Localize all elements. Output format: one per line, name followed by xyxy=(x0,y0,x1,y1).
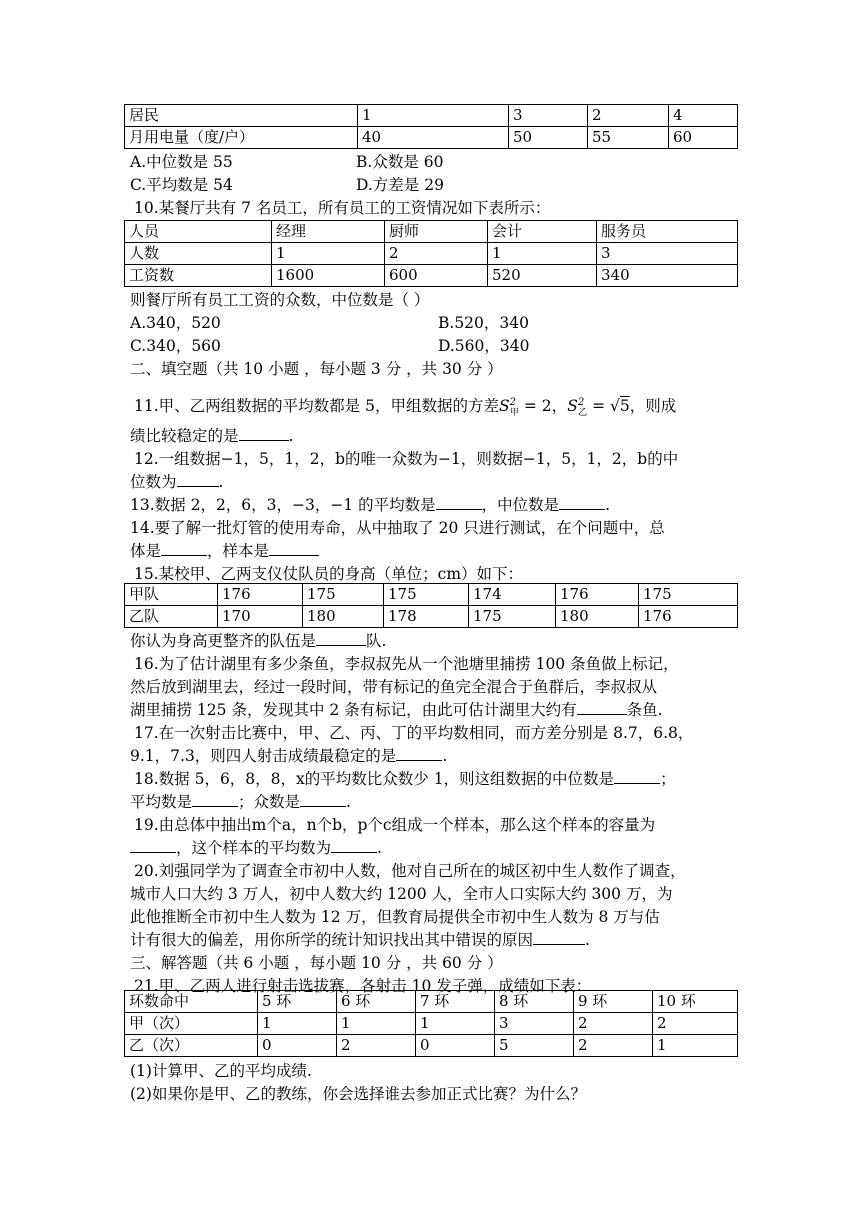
table-cell: 环数命中 xyxy=(125,991,258,1013)
q15-stem: 15.某校甲、乙两支仪仗队员的身高（单位；cm）如下： xyxy=(134,565,524,583)
table-cell: 176 xyxy=(639,606,738,628)
q17-line2 xyxy=(130,745,447,768)
table-cell: 180 xyxy=(556,606,639,628)
table-cell: 600 xyxy=(385,265,488,287)
table-cell: 1 xyxy=(416,1013,495,1035)
q13-text: 13.数据 2，2，6，3，−3，−1 的平均数是 xyxy=(130,496,436,514)
table-cell: 55 xyxy=(588,127,669,149)
q9-option-d: D.方差是 29 xyxy=(356,176,444,194)
q21-stem: 21.甲、乙两人进行射击选拔赛，各射击 10 发子弹，成绩如下表： xyxy=(134,977,592,995)
table-row xyxy=(125,1013,738,1035)
table-cell: 180 xyxy=(303,606,384,628)
q19-text: ，这个样本的平均数为 xyxy=(176,839,332,857)
q21-shooting-table xyxy=(124,990,738,1057)
answer-blank[interactable] xyxy=(533,930,585,945)
answer-blank[interactable] xyxy=(161,541,207,556)
q19-line1: 19.由总体中抽出m个a，n个b，p个c组成一个样本，那么这个样本的容量为 xyxy=(134,816,656,834)
q10-salary-table xyxy=(124,220,738,287)
table-cell: 176 xyxy=(556,584,639,606)
q15-text: 队. xyxy=(366,632,387,650)
q9-option-b: B.众数是 60 xyxy=(356,153,444,171)
table-cell: 3 xyxy=(509,105,588,127)
q13-line xyxy=(130,494,610,517)
q11-text: 11.甲、乙两组数据的平均数都是 5，甲组数据的方差 xyxy=(134,397,499,416)
table-cell: 1 xyxy=(653,1035,738,1057)
q18-line2 xyxy=(130,791,351,814)
table-cell: 2 xyxy=(337,1035,416,1057)
q18-text: 18.数据 5，6，8，8，x的平均数比众数少 1，则这组数据的中位数是 xyxy=(134,770,615,788)
table-cell: 3 xyxy=(495,1013,574,1035)
table-cell: 176 xyxy=(218,584,303,606)
q13-text: ，中位数是 xyxy=(481,496,560,514)
q21-sub1: (1)计算甲、乙的平均成绩. xyxy=(130,1062,312,1080)
table-cell: 175 xyxy=(639,584,738,606)
table-row xyxy=(125,991,738,1013)
table-cell: 5 环 xyxy=(258,991,337,1013)
q10-option-b: B.520，340 xyxy=(438,314,529,332)
q16-text: 湖里捕捞 125 条，发现其中 2 条有标记，由此可估计湖里大约有 xyxy=(130,701,577,719)
table-cell: 2 xyxy=(588,105,669,127)
q21-sub2: (2)如果你是甲、乙的教练，你会选择谁去参加正式比赛？为什么？ xyxy=(130,1085,586,1103)
table-cell: 6 环 xyxy=(337,991,416,1013)
table-cell: 174 xyxy=(469,584,556,606)
q16-line2: 然后放到湖里去，经过一段时间，带有标记的鱼完全混合于鱼群后，李叔叔从 xyxy=(130,678,658,696)
table-row xyxy=(125,105,738,127)
table-cell: 10 环 xyxy=(653,991,738,1013)
q20-line4 xyxy=(130,929,590,952)
table-row xyxy=(125,584,738,606)
table-row xyxy=(125,243,738,265)
q12-line2 xyxy=(130,471,223,494)
q11-line2 xyxy=(130,425,293,448)
table-cell: 月用电量（度/户） xyxy=(125,127,358,149)
q15-height-table xyxy=(124,583,738,628)
q15-text: 你认为身高更整齐的队伍是 xyxy=(130,632,317,650)
table-cell: 340 xyxy=(597,265,738,287)
table-cell: 8 环 xyxy=(495,991,574,1013)
q20-line3: 此他推断全市初中生人数为 12 万，但教育局提供全市初中生人数为 8 万与估 xyxy=(130,908,660,926)
table-cell: 1 xyxy=(258,1013,337,1035)
q15-answer-line xyxy=(130,630,386,653)
table-cell: 5 xyxy=(495,1035,574,1057)
table-cell: 170 xyxy=(218,606,303,628)
table-cell: 40 xyxy=(358,127,509,149)
table-cell: 9 环 xyxy=(574,991,653,1013)
q20-text: 计有很大的偏差，用你所学的统计知识找出其中错误的原因 xyxy=(130,931,534,949)
table-cell: 会计 xyxy=(488,221,597,243)
table-cell: 1 xyxy=(272,243,385,265)
table-cell: 60 xyxy=(669,127,738,149)
answer-blank[interactable] xyxy=(559,495,605,510)
q11-text: ，则成 xyxy=(629,397,677,416)
answer-blank[interactable] xyxy=(316,631,366,646)
table-cell: 0 xyxy=(416,1035,495,1057)
q16-line1: 16.为了估计湖里有多少条鱼，李叔叔先从一个池塘里捕捞 100 条鱼做上标记， xyxy=(134,655,679,673)
section-heading: 二、填空题（共 10 小题 ，每小题 3 分 ，共 30 分 ） xyxy=(130,360,503,378)
q20-text: . xyxy=(585,931,590,949)
q10-option-c: C.340，560 xyxy=(130,337,221,355)
table-cell: 7 环 xyxy=(416,991,495,1013)
q19-text: . xyxy=(377,839,382,857)
table-cell: 甲（次） xyxy=(125,1013,258,1035)
q18-line1 xyxy=(134,768,676,791)
table-cell: 2 xyxy=(574,1035,653,1057)
table-row xyxy=(125,265,738,287)
math-variance-yi: $S^2_乙$ xyxy=(567,397,588,419)
q10-question: 则餐厅所有员工工资的众数，中位数是（ ） xyxy=(130,291,430,309)
table-cell: 人数 xyxy=(125,243,272,265)
table-row xyxy=(125,221,738,243)
table-cell: 乙队 xyxy=(125,606,218,628)
q18-text: . xyxy=(346,793,351,811)
q18-text: 平均数是 xyxy=(130,793,193,811)
table-row xyxy=(125,127,738,149)
table-cell: 甲队 xyxy=(125,584,218,606)
answer-blank[interactable] xyxy=(192,792,238,807)
answer-blank[interactable] xyxy=(239,426,289,441)
table-cell: 1600 xyxy=(272,265,385,287)
q17-line1: 17.在一次射击比赛中，甲、乙、丙、丁的平均数相同，而方差分别是 8.7，6.8， xyxy=(134,724,694,742)
table-cell: 50 xyxy=(509,127,588,149)
section-heading: 三、解答题（共 6 小题 ，每小题 10 分 ，共 60 分 ） xyxy=(130,954,503,972)
table-cell: 3 xyxy=(597,243,738,265)
answer-blank[interactable] xyxy=(177,472,219,487)
q20-line2: 城市人口大约 3 万人，初中人数大约 1200 人，全市人口实际大约 300 万，为 xyxy=(130,885,673,903)
q10-option-a: A.340，520 xyxy=(130,314,221,332)
q12-line1: 12.一组数据−1，5，1，2，b的唯一众数为−1，则数据−1，5，1，2，b的中 xyxy=(134,450,679,468)
table-cell: 服务员 xyxy=(597,221,738,243)
q14-line1: 14.要了解一批灯管的使用寿命，从中抽取了 20 只进行测试，在个问题中，总 xyxy=(130,519,665,537)
table-cell: 经理 xyxy=(272,221,385,243)
answer-blank[interactable] xyxy=(577,700,627,715)
q13-text: . xyxy=(605,496,611,514)
q9-option-c: C.平均数是 54 xyxy=(130,176,233,194)
q17-text: 9.1，7.3，则四人射击成绩最稳定的是 xyxy=(130,747,397,765)
table-cell: 1 xyxy=(337,1013,416,1035)
q16-text: 条鱼. xyxy=(626,701,663,719)
table-cell: 178 xyxy=(384,606,469,628)
q19-line2 xyxy=(130,837,382,860)
table-cell: 175 xyxy=(469,606,556,628)
q14-line2 xyxy=(130,540,319,563)
q16-line3 xyxy=(130,699,663,722)
table-cell: 2 xyxy=(385,243,488,265)
table-cell: 1 xyxy=(358,105,509,127)
table-cell: 175 xyxy=(384,584,469,606)
table-cell: 4 xyxy=(669,105,738,127)
table-cell: 0 xyxy=(258,1035,337,1057)
q10-stem: 10.某餐厅共有 7 名员工，所有员工的工资情况如下表所示： xyxy=(134,199,551,217)
q9-option-a: A.中位数是 55 xyxy=(130,153,233,171)
table-row xyxy=(125,1035,738,1057)
answer-blank[interactable] xyxy=(269,541,319,556)
table-cell: 工资数 xyxy=(125,265,272,287)
q11-text: ， xyxy=(551,397,568,416)
table-cell: 厨师 xyxy=(385,221,488,243)
table-cell: 居民 xyxy=(125,105,358,127)
q18-text: ；众数是 xyxy=(238,793,301,811)
table-cell: 人员 xyxy=(125,221,272,243)
math-variance-jia: $S^2_甲$ xyxy=(498,397,519,419)
q11-text: . xyxy=(288,427,294,445)
q11-line1: 11.甲、乙两组数据的平均数都是 5，甲组数据的方差$S^2_甲 = 2$，$S^2_乙 = √5$，则成 xyxy=(134,397,677,419)
q17-text: . xyxy=(442,747,448,765)
q12-text: . xyxy=(218,473,224,491)
table-cell: 520 xyxy=(488,265,597,287)
table-row xyxy=(125,606,738,628)
residents-table xyxy=(124,104,738,149)
q12-text: 位数为 xyxy=(130,473,177,491)
table-cell: 乙（次） xyxy=(125,1035,258,1057)
q11-text: 绩比较稳定的是 xyxy=(130,427,239,445)
q20-line1: 20.刘强同学为了调查全市初中人数，他对自己所在的城区初中生人数作了调查， xyxy=(134,862,686,880)
table-cell: 2 xyxy=(653,1013,738,1035)
table-cell: 175 xyxy=(303,584,384,606)
table-cell: 2 xyxy=(574,1013,653,1035)
answer-blank[interactable] xyxy=(300,792,346,807)
q14-text: 体是 xyxy=(130,542,162,560)
answer-blank[interactable] xyxy=(436,495,482,510)
answer-blank[interactable] xyxy=(130,838,176,853)
q14-text: ，样本是 xyxy=(207,542,270,560)
table-cell: 1 xyxy=(488,243,597,265)
answer-blank[interactable] xyxy=(614,769,660,784)
q18-text: ； xyxy=(660,770,676,788)
q10-option-d: D.560，340 xyxy=(438,337,530,355)
answer-blank[interactable] xyxy=(331,838,377,853)
answer-blank[interactable] xyxy=(396,746,442,761)
